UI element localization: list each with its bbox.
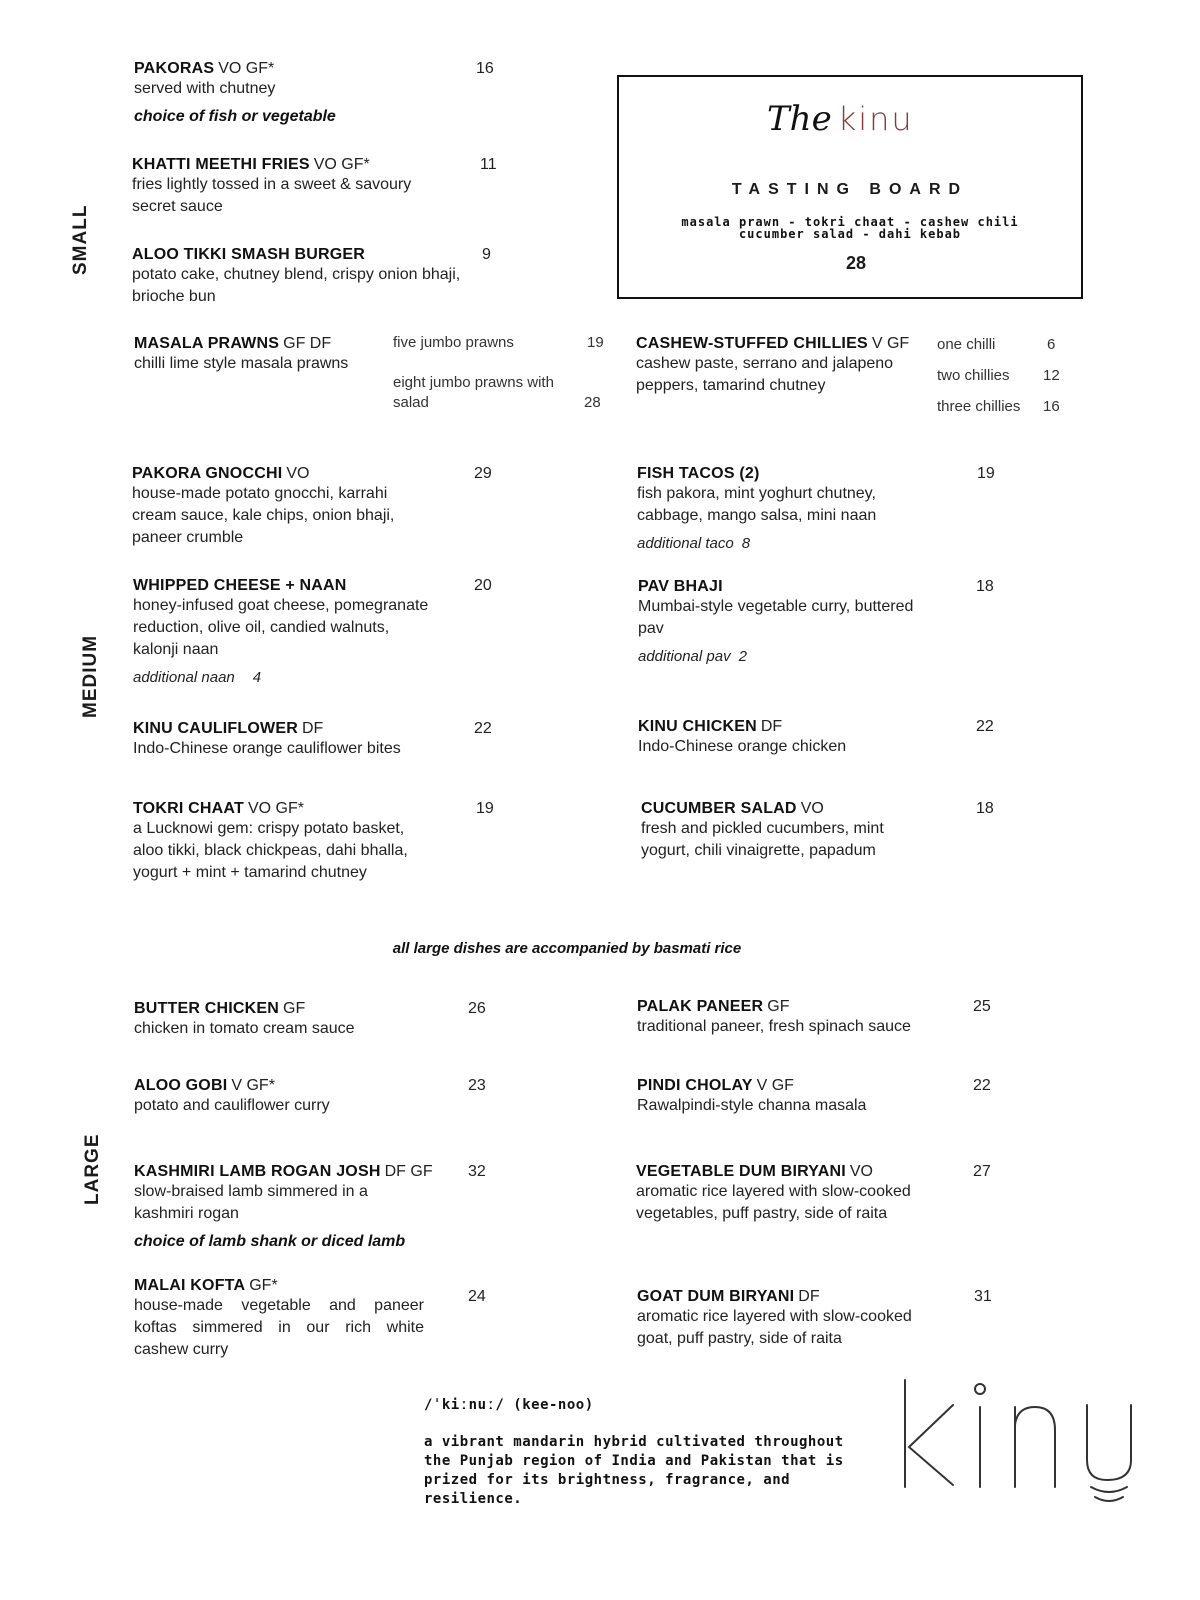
- tasting-board-items-line2: cucumber salad - dahi kebab: [738, 227, 962, 241]
- menu-item-tokri-chaat: [133, 800, 438, 884]
- menu-item-aloo-gobi: [134, 1077, 454, 1117]
- item-tags: V GF*: [231, 1077, 275, 1094]
- item-name: PAKORAS: [134, 60, 215, 77]
- item-description: fish pakora, mint yoghurt chutney, cabbage, mango salsa, mini naan: [637, 485, 877, 524]
- menu-item-pindi-cholay: [637, 1077, 957, 1117]
- item-description: honey-infused goat cheese, pomegranate reduction, olive oil, candied walnuts, kalonji naan: [133, 597, 429, 658]
- item-name: KINU CHICKEN: [638, 718, 757, 735]
- menu-item-pakora-gnocchi: [132, 465, 432, 549]
- item-description: chicken in tomato cream sauce: [134, 1020, 355, 1037]
- menu-item-cashew-stuffed-chillies: [636, 335, 926, 397]
- item-tags: VO: [286, 465, 310, 482]
- item-description: Rawalpindi-style channa masala: [637, 1097, 867, 1114]
- tasting-board-card: [617, 75, 1083, 299]
- option-price: 19: [587, 334, 604, 351]
- item-name: KHATTI MEETHI FRIES: [132, 156, 310, 173]
- item-name: CUCUMBER SALAD: [641, 800, 797, 817]
- item-price: 31: [974, 1288, 992, 1305]
- menu-item-pav-bhaji: [638, 578, 938, 666]
- menu-item-kinu-chicken: [638, 718, 938, 758]
- item-name: PAKORA GNOCCHI: [132, 465, 283, 482]
- kinu-logo-large: [895, 1375, 1145, 1515]
- tasting-board-items-line1: masala prawn - tokri chaat - cashew chili: [681, 215, 1019, 229]
- item-price: 22: [976, 718, 994, 735]
- item-price: 11: [480, 156, 497, 173]
- item-name: KASHMIRI LAMB ROGAN JOSH: [134, 1163, 381, 1180]
- item-description: fries lightly tossed in a sweet & savoury secret sauce: [132, 176, 412, 215]
- menu-item-kinu-cauliflower: [133, 720, 453, 760]
- tasting-board-price: 28: [845, 253, 867, 273]
- item-name: GOAT DUM BIRYANI: [637, 1288, 795, 1305]
- item-tags: DF GF: [384, 1163, 433, 1180]
- item-description: potato cake, chutney blend, crispy onion bhaji, brioche bun: [132, 266, 461, 305]
- item-tags: DF: [301, 720, 324, 737]
- menu-item-aloo-tikki-smash-burger: [132, 246, 462, 308]
- item-tags: V GF: [756, 1077, 794, 1094]
- item-note: choice of fish or vegetable: [134, 108, 336, 125]
- menu-item-fish-tacos: [637, 465, 937, 553]
- item-price: 19: [977, 465, 995, 482]
- option-label: five jumbo prawns: [393, 334, 514, 351]
- item-price: 18: [976, 578, 994, 595]
- item-tags: VO GF*: [313, 156, 370, 173]
- item-description: potato and cauliflower curry: [134, 1097, 330, 1114]
- option-price: 28: [584, 394, 601, 411]
- item-name: PINDI CHOLAY: [637, 1077, 753, 1094]
- item-name: MASALA PRAWNS: [134, 335, 280, 352]
- logo-the: The: [767, 99, 832, 139]
- item-price: 23: [468, 1077, 486, 1094]
- item-tags: VO: [849, 1163, 873, 1180]
- item-description: cashew paste, serrano and jalapeno peppers, tamarind chutney: [636, 355, 894, 394]
- menu-item-khatti-meethi-fries: [132, 156, 452, 218]
- menu-item-kashmiri-lamb-rogan-josh: [134, 1163, 454, 1251]
- option-label: two chillies: [937, 367, 1010, 384]
- kinu-pronunciation: /ˈkiːnuː/ (kee-noo): [424, 1397, 594, 1413]
- option-label: three chillies: [937, 398, 1021, 415]
- item-description: traditional paneer, fresh spinach sauce: [637, 1018, 911, 1035]
- item-name: ALOO GOBI: [134, 1077, 228, 1094]
- menu-item-palak-paneer: [637, 998, 957, 1038]
- menu-item-goat-dum-biryani: [637, 1288, 957, 1350]
- item-note: choice of lamb shank or diced lamb: [134, 1233, 406, 1250]
- item-note-price: 8: [741, 535, 751, 552]
- item-name: PAV BHAJI: [638, 578, 723, 595]
- item-price: 16: [476, 60, 494, 77]
- item-description: house-made potato gnocchi, karrahi cream sauce, kale chips, onion bhaji, paneer crumble: [132, 485, 395, 546]
- item-description: fresh and pickled cucumbers, mint yogurt, chili vinaigrette, papadum: [641, 820, 884, 859]
- item-note: additional naan: [133, 669, 235, 686]
- item-description: aromatic rice layered with slow-cooked vegetables, puff pastry, side of raita: [636, 1183, 911, 1222]
- item-name: TOKRI CHAAT: [133, 800, 244, 817]
- item-price: 19: [476, 800, 494, 817]
- menu-item-butter-chicken: [134, 1000, 454, 1040]
- item-price: 22: [474, 720, 492, 737]
- item-description: house-made vegetable and paneer koftas simmered in our rich white cashew curry: [134, 1297, 424, 1358]
- option-price: 6: [1047, 336, 1056, 353]
- item-tags: V GF: [871, 335, 910, 352]
- menu-item-malai-kofta: [134, 1277, 424, 1361]
- item-name: PALAK PANEER: [637, 998, 764, 1015]
- item-name: CASHEW-STUFFED CHILLIES: [636, 335, 868, 352]
- menu-item-vegetable-dum-biryani: [636, 1163, 956, 1225]
- item-description: slow-braised lamb simmered in a kashmiri rogan: [134, 1183, 368, 1222]
- item-note: additional taco: [637, 535, 734, 552]
- kinu-definition: a vibrant mandarin hybrid cultivated throughout the Punjab region of India and Pakistan that is prized for its brightness, fragrance, and resilience.: [424, 1434, 844, 1507]
- item-tags: GF: [767, 998, 790, 1015]
- item-name: FISH TACOS (2): [637, 465, 760, 482]
- item-name: KINU CAULIFLOWER: [133, 720, 298, 737]
- item-name: WHIPPED CHEESE + NAAN: [133, 577, 347, 594]
- section-label-small: SMALL: [70, 204, 91, 275]
- item-name: MALAI KOFTA: [134, 1277, 246, 1294]
- item-price: 32: [468, 1163, 486, 1180]
- item-tags: DF: [760, 718, 783, 735]
- item-tags: VO: [800, 800, 824, 817]
- item-tags: VO GF*: [247, 800, 304, 817]
- item-tags: VO GF*: [218, 60, 275, 77]
- item-name: ALOO TIKKI SMASH BURGER: [132, 246, 366, 263]
- item-note: additional pav: [638, 648, 731, 665]
- logo-kinu: kinu: [837, 100, 914, 138]
- option-price: 12: [1043, 367, 1060, 384]
- item-description: chilli lime style masala prawns: [134, 355, 349, 372]
- item-price: 9: [482, 246, 491, 263]
- item-tags: DF: [798, 1288, 820, 1305]
- item-price: 20: [474, 577, 492, 594]
- item-note-price: 4: [252, 669, 262, 686]
- tasting-board-title: TASTING BOARD: [731, 181, 969, 198]
- large-dishes-note: all large dishes are accompanied by basmati rice: [392, 940, 742, 957]
- item-description: aromatic rice layered with slow-cooked goat, puff pastry, side of raita: [637, 1308, 912, 1347]
- menu-item-masala-prawns: [134, 335, 384, 375]
- item-tags: GF*: [249, 1277, 278, 1294]
- option-label: eight jumbo prawns with salad: [393, 374, 554, 411]
- option-price: 16: [1043, 398, 1060, 415]
- item-price: 29: [474, 465, 492, 482]
- section-label-large: LARGE: [82, 1133, 103, 1205]
- item-tags: GF: [283, 1000, 306, 1017]
- item-description: Indo-Chinese orange cauliflower bites: [133, 740, 401, 757]
- menu-item-whipped-cheese-naan: [133, 577, 433, 687]
- kinu-logo: [767, 99, 914, 139]
- item-price: 26: [468, 1000, 486, 1017]
- item-name: BUTTER CHICKEN: [134, 1000, 280, 1017]
- menu-item-pakoras: [134, 60, 434, 126]
- item-tags: GF DF: [283, 335, 332, 352]
- item-price: 27: [973, 1163, 991, 1180]
- item-description: a Lucknowi gem: crispy potato basket, aloo tikki, black chickpeas, dahi bhalla, yogurt + mint + tamarind chutney: [133, 820, 408, 881]
- item-price: 24: [468, 1288, 486, 1305]
- kinu-logo-mark: [895, 1375, 1145, 1515]
- item-description: served with chutney: [134, 80, 276, 97]
- item-note-price: 2: [738, 648, 747, 665]
- option-label: one chilli: [937, 336, 996, 353]
- section-label-medium: MEDIUM: [80, 634, 101, 718]
- item-description: Indo-Chinese orange chicken: [638, 738, 847, 755]
- menu-item-cucumber-salad: [641, 800, 891, 862]
- item-price: 22: [973, 1077, 991, 1094]
- item-price: 25: [973, 998, 991, 1015]
- item-description: Mumbai-style vegetable curry, buttered pav: [638, 598, 914, 637]
- item-price: 18: [976, 800, 994, 817]
- item-name: VEGETABLE DUM BIRYANI: [636, 1163, 846, 1180]
